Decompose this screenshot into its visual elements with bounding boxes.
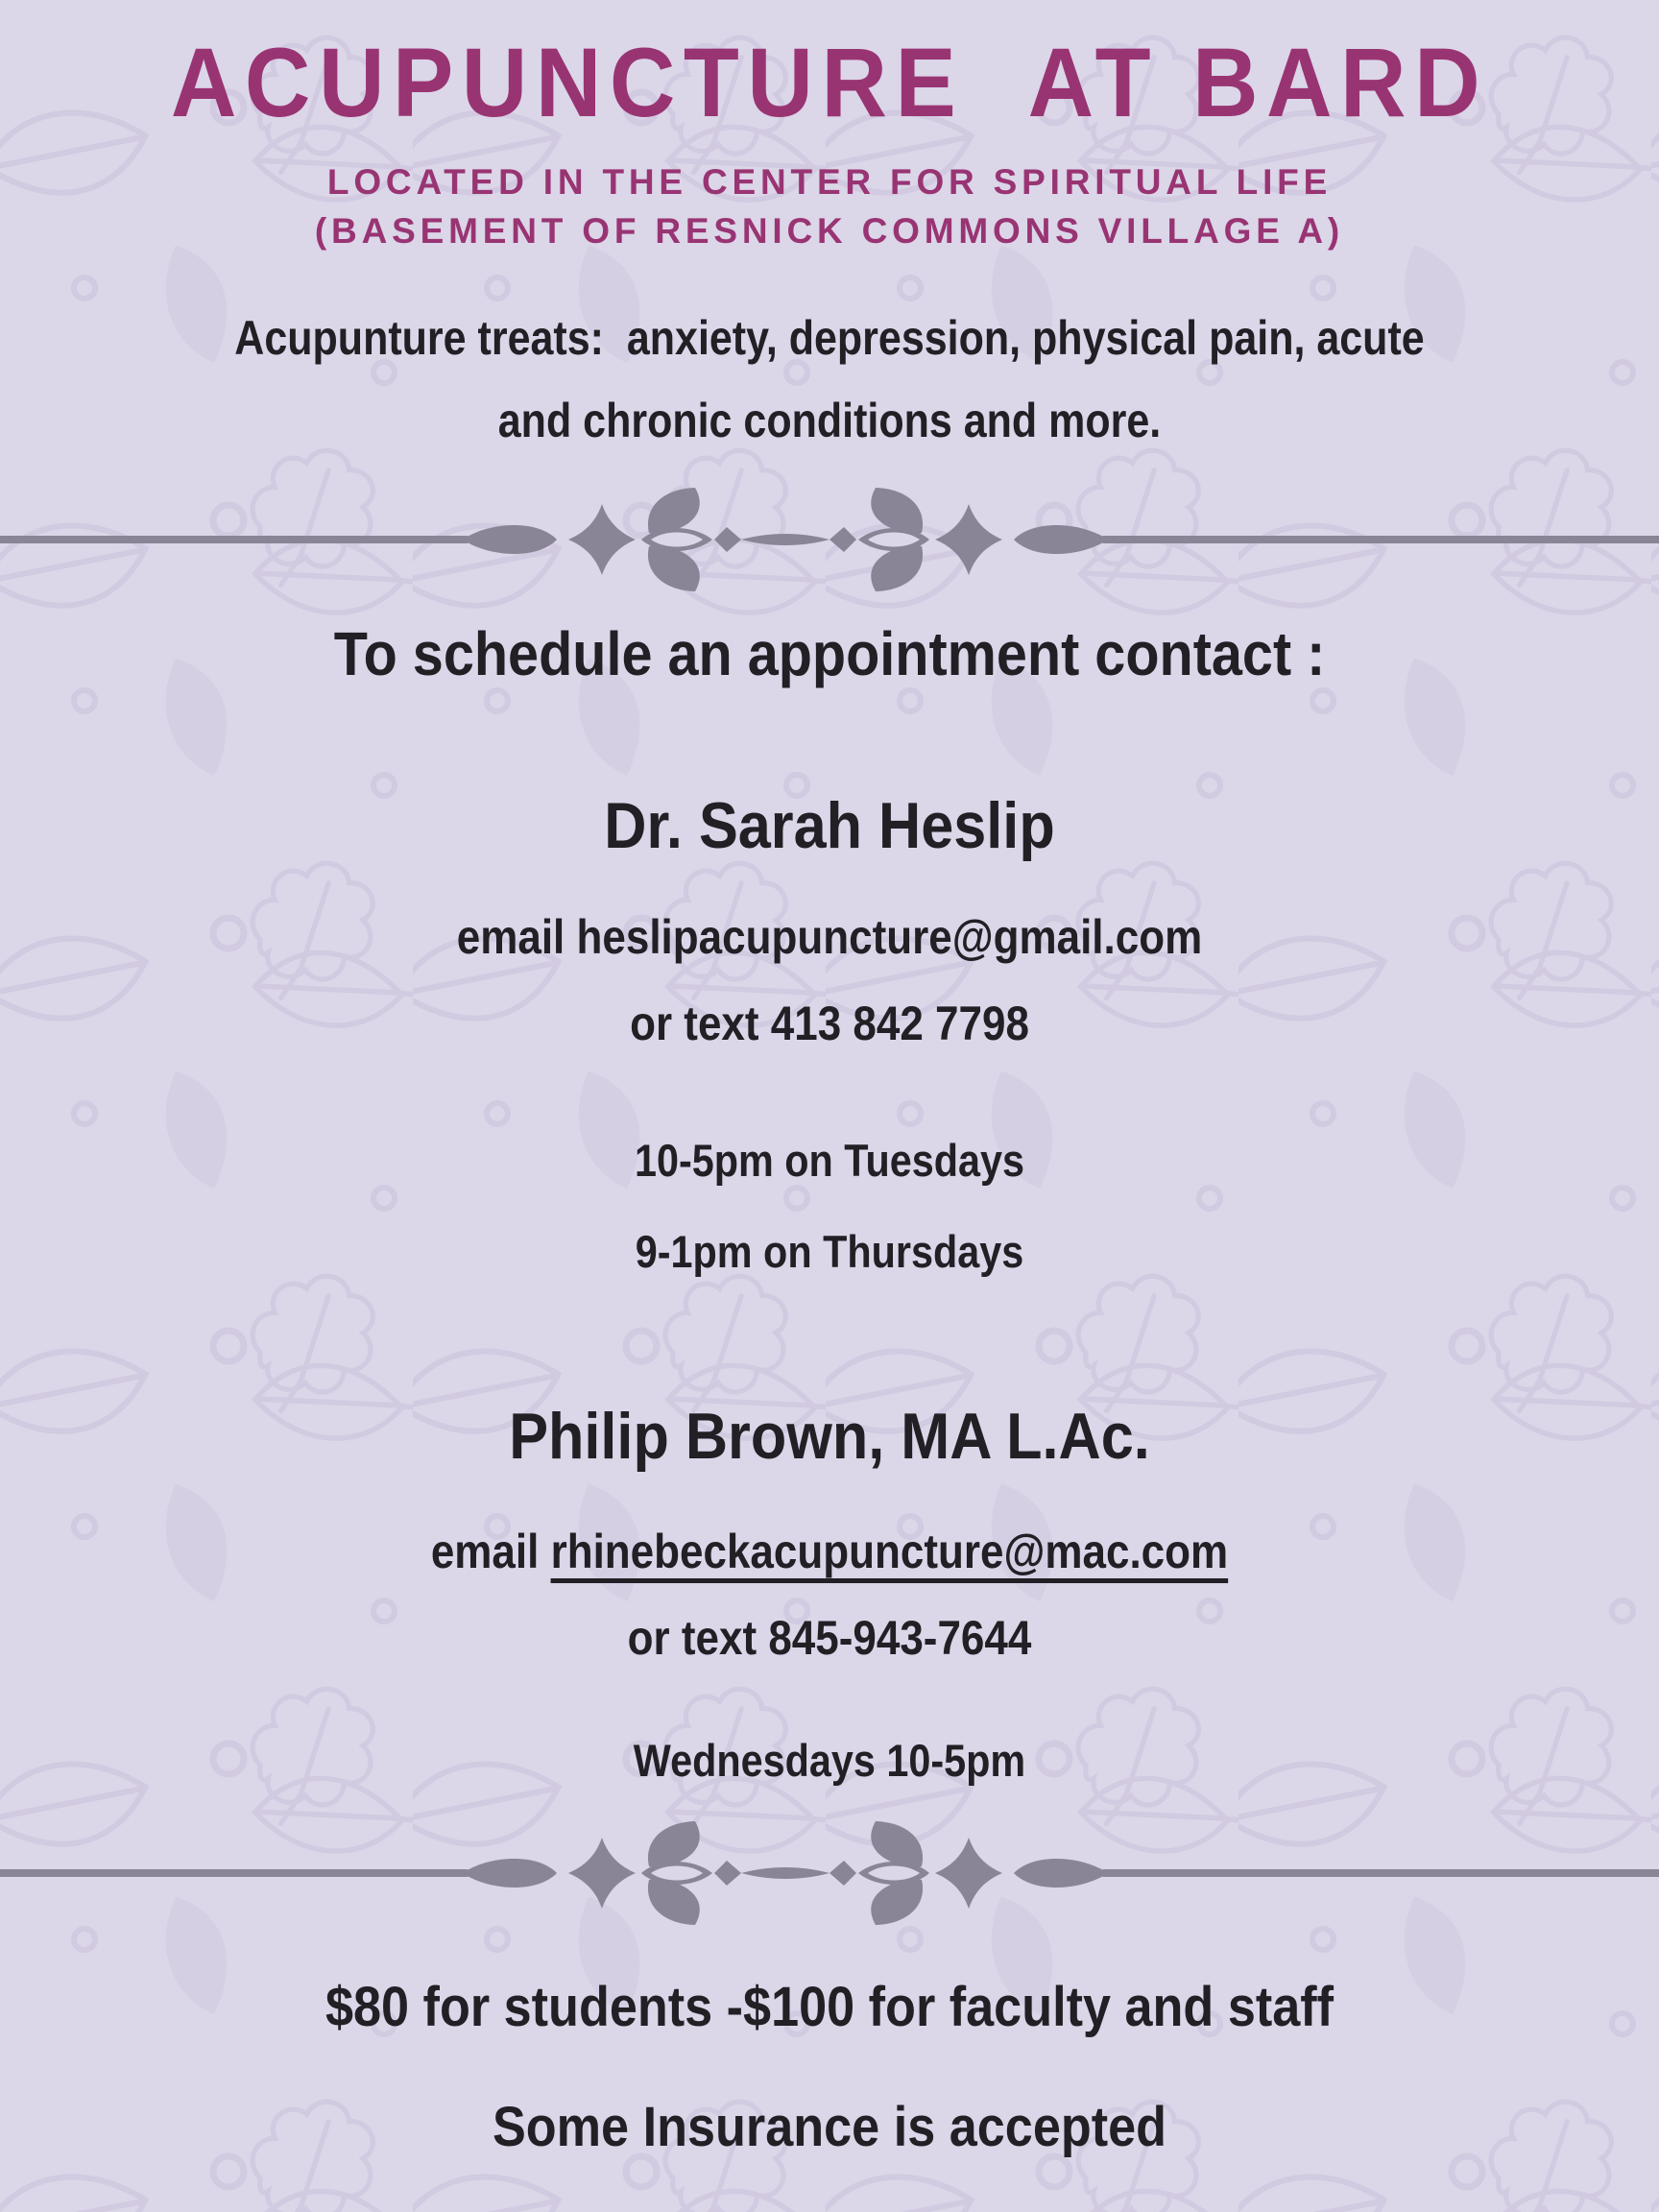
insurance-line: Some Insurance is accepted	[492, 2096, 1167, 2159]
subtitle-line-1: LOCATED IN THE CENTER FOR SPIRITUAL LIFE	[326, 162, 1333, 203]
ornament-divider-top	[0, 477, 1659, 602]
practitioner-1-name: Dr. Sarah Heslip	[604, 789, 1055, 863]
email-label: email	[430, 1525, 551, 1579]
pricing-line: $80 for students -$100 for faculty and staff	[325, 1976, 1334, 2039]
intro-line-2: and chronic conditions and more.	[497, 394, 1162, 448]
email-link[interactable]: rhinebeckacupuncture@mac.com	[550, 1525, 1229, 1579]
practitioner-1-hours-tuesday: 10-5pm on Tuesdays	[634, 1134, 1025, 1186]
practitioner-1-phone: or text 413 842 7798	[630, 996, 1029, 1050]
subtitle-line-2: (BASEMENT OF RESNICK COMMONS VILLAGE A)	[314, 211, 1345, 252]
practitioner-2-hours-wednesday: Wednesdays 10-5pm	[633, 1735, 1026, 1787]
schedule-heading: To schedule an appointment contact :	[333, 619, 1326, 689]
practitioner-2-email	[100, 1523, 1560, 1580]
practitioner-1-email: email heslipacupuncture@gmail.com	[456, 909, 1203, 964]
subtitle	[0, 157, 1659, 255]
practitioner-2-phone: or text 845-943-7644	[627, 1611, 1032, 1666]
page-title: ACUPUNCTURE AT BARD	[170, 28, 1489, 137]
intro-line-1: Acupunture treats: anxiety, depression, physical pain, acute	[234, 311, 1425, 366]
practitioner-2-name: Philip Brown, MA L.Ac.	[509, 1400, 1150, 1474]
ornament-divider-bottom	[0, 1811, 1659, 1936]
practitioner-1-hours-thursday: 9-1pm on Thursdays	[635, 1226, 1024, 1278]
